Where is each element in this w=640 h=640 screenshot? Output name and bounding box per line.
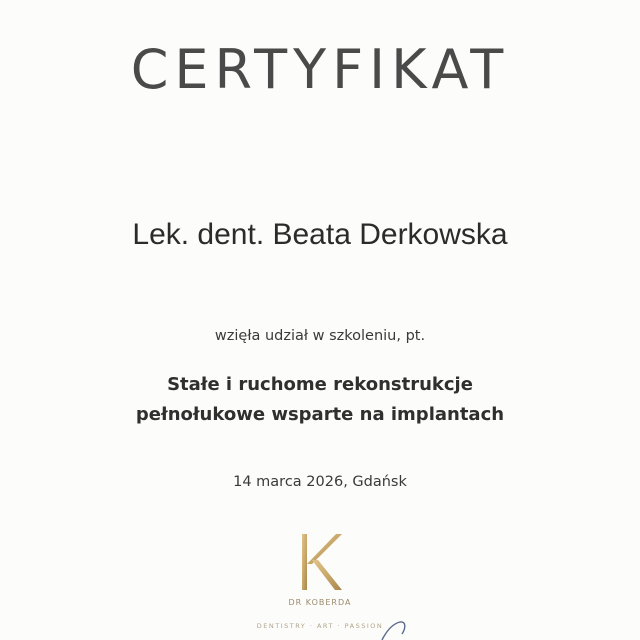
course-title-line-1: Stałe i ruchome rekonstrukcje [167,374,473,395]
participation-statement: wzięła udział w szkoleniu, pt. [214,328,426,344]
signature-stroke [376,618,416,640]
k-monogram-icon [288,530,352,594]
certificate-title: CERTYFIKAT [130,38,510,101]
brand-tagline: DENTISTRY · ART · PASSION [256,622,384,630]
brand-name: DR KOBERDA [288,598,352,607]
course-title [0,370,640,430]
course-title-line-2: pełnołukowe wsparte na implantach [135,404,505,425]
recipient-name: Lek. dent. Beata Derkowska [132,218,508,251]
date-and-place: 14 marca 2026, Gdańsk [233,474,407,490]
